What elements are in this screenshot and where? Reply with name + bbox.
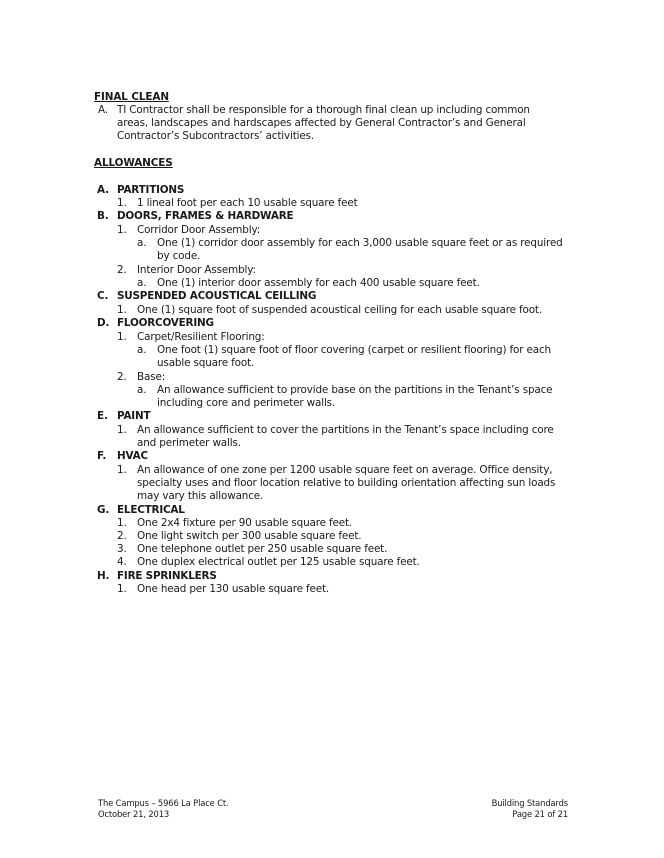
section-title: SUSPENDED ACOUSTICAL CEILLING (117, 290, 317, 302)
item-number: 1. (117, 304, 127, 316)
section-letter: E. (97, 410, 108, 422)
footer-page-number: Page 21 of 21 (512, 809, 568, 819)
subitem-letter: a. (137, 384, 147, 396)
section-title: ELECTRICAL (117, 504, 185, 516)
allowances-heading: ALLOWANCES (94, 157, 173, 169)
item-text: and perimeter walls. (137, 437, 241, 449)
item-number: 1. (117, 331, 127, 343)
item-text: One telephone outlet per 250 usable square feet. (137, 543, 388, 555)
section-letter: A. (97, 184, 109, 196)
footer-right (492, 798, 568, 820)
subitem-text: One foot (1) square foot of floor covering (carpet or resilient flooring) for each (157, 344, 551, 356)
item-number: 2. (117, 530, 127, 542)
subitem-letter: a. (137, 344, 147, 356)
item-number: 1. (117, 197, 127, 209)
footer-address: The Campus – 5966 La Place Ct. (98, 798, 229, 808)
final-clean-heading: FINAL CLEAN (94, 91, 169, 103)
item-number: 1. (117, 517, 127, 529)
subitem-letter: a. (137, 237, 147, 249)
item-text: One duplex electrical outlet per 125 usable square feet. (137, 556, 420, 568)
item-text: may vary this allowance. (137, 490, 264, 502)
section-title: PAINT (117, 410, 151, 422)
item-line: TI Contractor shall be responsible for a thorough final clean up including common (117, 104, 530, 116)
section-title: HVAC (117, 450, 148, 462)
item-number: 2. (117, 371, 127, 383)
subitem-text: One (1) interior door assembly for each 400 usable square feet. (157, 277, 480, 289)
subitem-text: An allowance sufficient to provide base on the partitions in the Tenant’s space (157, 384, 553, 396)
item-text: specialty uses and floor location relative to building orientation affecting sun loads (137, 477, 556, 489)
subitem-letter: a. (137, 277, 147, 289)
section-title: FIRE SPRINKLERS (117, 570, 217, 582)
section-letter: F. (97, 450, 107, 462)
item-text: An allowance sufficient to cover the partitions in the Tenant’s space including core (137, 424, 554, 436)
section-letter: H. (97, 570, 110, 582)
item-text: An allowance of one zone per 1200 usable square feet on average. Office density, (137, 464, 553, 476)
item-text: One (1) square foot of suspended acoustical ceiling for each usable square foot. (137, 304, 542, 316)
section-title: PARTITIONS (117, 184, 185, 196)
item-number: 1. (117, 464, 127, 476)
item-number: 3. (117, 543, 127, 555)
item-number: 4. (117, 556, 127, 568)
item-text: One 2x4 fixture per 90 usable square feet. (137, 517, 353, 529)
item-number: 2. (117, 264, 127, 276)
item-text: 1 lineal foot per each 10 usable square feet (137, 197, 358, 209)
item-text: Interior Door Assembly: (137, 264, 256, 276)
subitem-text: One (1) corridor door assembly for each 3,000 usable square feet or as required (157, 237, 563, 249)
item-text: One head per 130 usable square feet. (137, 583, 330, 595)
item-text: Corridor Door Assembly: (137, 224, 261, 236)
subitem-text: usable square foot. (157, 357, 255, 369)
item-line: areas, landscapes and hardscapes affected by General Contractor’s and General (117, 117, 526, 129)
footer-document-title: Building Standards (491, 798, 568, 808)
item-line: Contractor’s Subcontractors’ activities. (117, 130, 315, 142)
item-number: 1. (117, 583, 127, 595)
section-letter: C. (97, 290, 109, 302)
section-title: DOORS, FRAMES & HARDWARE (117, 210, 294, 222)
section-letter: B. (97, 210, 109, 222)
subitem-text: including core and perimeter walls. (157, 397, 336, 409)
footer-date: October 21, 2013 (98, 809, 170, 819)
item-number: 1. (117, 224, 127, 236)
item-number: 1. (117, 424, 127, 436)
footer-left (98, 798, 229, 820)
item-text: Carpet/Resilient Flooring: (137, 331, 265, 343)
item-text: Base: (137, 371, 166, 383)
subitem-text: by code. (157, 250, 201, 262)
section-letter: D. (97, 317, 110, 329)
section-title: FLOORCOVERING (117, 317, 214, 329)
item-letter: A. (98, 104, 108, 116)
item-text: One light switch per 300 usable square feet. (137, 530, 362, 542)
section-letter: G. (97, 504, 110, 516)
